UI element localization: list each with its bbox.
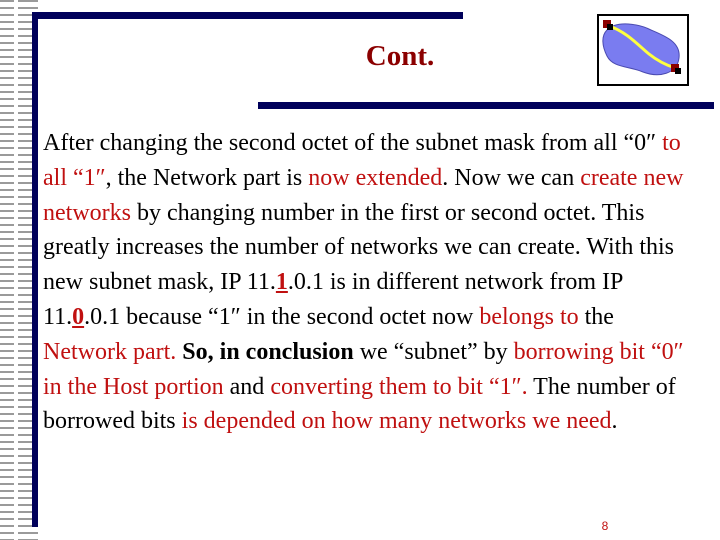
body-paragraph	[43, 126, 703, 439]
text-run: .0.1 because “1″ in the second octet now	[84, 303, 480, 330]
text-highlight: Network part.	[43, 338, 177, 365]
text-highlight: belongs to	[479, 303, 579, 330]
text-run: ″	[646, 130, 657, 156]
octet-highlight: 0	[72, 303, 85, 330]
text-run: by changing number in the first or second octet. This greatly increases the number of networks we can create. With this new subnet mask, IP 11.	[43, 199, 675, 296]
text-run: we “subnet” by	[353, 338, 514, 365]
text-run: .	[611, 408, 618, 435]
text-run: the	[578, 303, 614, 330]
text-run: . Now we can	[442, 164, 581, 191]
conclusion-label: So, in conclusion	[182, 338, 354, 365]
page-number: 8	[601, 519, 609, 533]
text-run: The number of borrowed bits	[43, 373, 676, 435]
network-link-icon	[597, 14, 689, 86]
text-highlight: borrowing bit “0″ in the Host portion	[43, 338, 684, 400]
octet-highlight: 1	[275, 269, 288, 296]
title-underline-bar	[258, 102, 714, 109]
text-highlight: now extended	[308, 164, 443, 191]
text-run: and	[223, 373, 271, 400]
vertical-accent-bar	[32, 12, 38, 527]
text-highlight: create new networks	[43, 164, 684, 226]
slide-title: Cont.	[365, 40, 435, 72]
text-highlight: to all “1″	[43, 130, 681, 191]
text-highlight: is depended on how many networks we need	[181, 408, 612, 435]
text-run: After changing the second octet of the subnet mask from all “0	[43, 130, 647, 156]
text-run: .0.1 is in different network from IP 11.	[43, 269, 623, 330]
top-accent-bar	[32, 12, 463, 19]
text-highlight: converting them to bit “1″.	[270, 373, 528, 400]
text-run: , the Network part is	[105, 164, 309, 191]
